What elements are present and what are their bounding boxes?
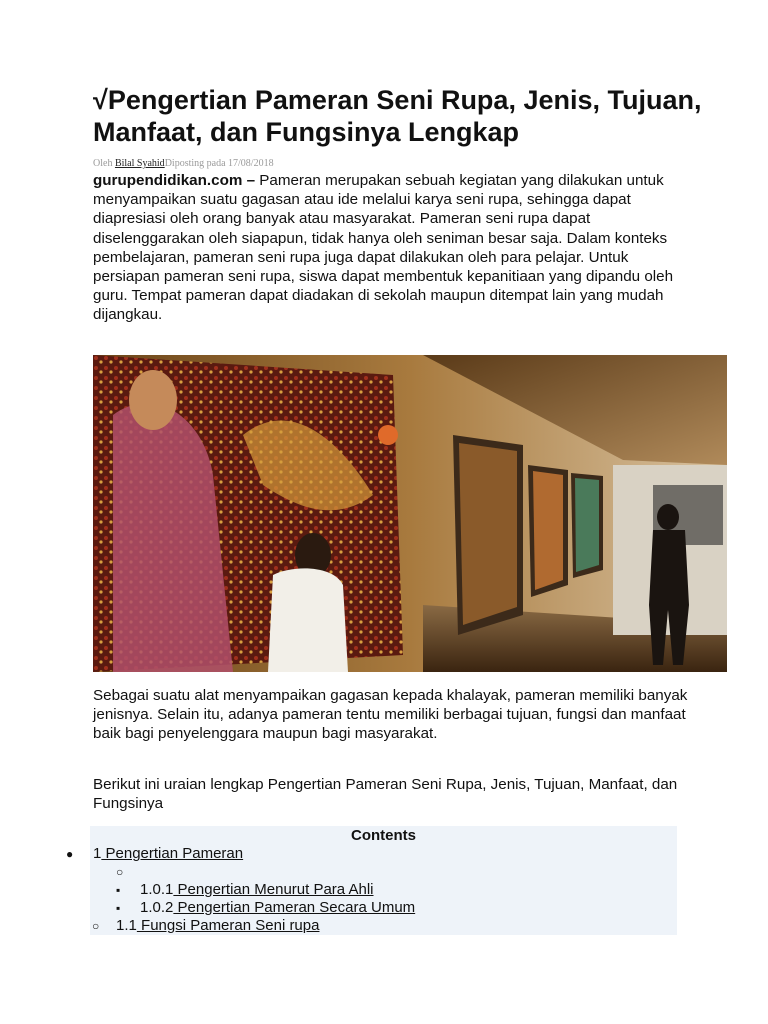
author-link[interactable]: Bilal Syahid <box>114 158 165 169</box>
toc-link-pengertian-pameran[interactable]: Pengertian Pameran <box>101 845 244 862</box>
toc-item[interactable] <box>140 881 374 899</box>
toc-link-fungsi-pameran[interactable]: Fungsi Pameran Seni rupa <box>136 917 320 934</box>
toc-number: 1.0.2 <box>140 899 174 916</box>
hero-image <box>93 355 727 672</box>
paragraph-jenis: Sebagai suatu alat menyampaikan gagasan kepada khalayak, pameran memiliki banyak jenisnya. Selain itu, adanya pameran tentu memiliki berbagai tujuan, fungsi dan manfaat baik bagi penyelenggara maupun bagi masyarakat. <box>93 687 688 743</box>
toc-number: 1.0.1 <box>140 881 174 898</box>
paragraph-uraian: Berikut ini uraian lengkap Pengertian Pameran Seni Rupa, Jenis, Tujuan, Manfaat, dan Fungsinya <box>93 776 678 813</box>
posted-date: Diposting pada 17/08/2018 <box>164 158 274 169</box>
article-byline <box>93 157 733 171</box>
intro-source: gurupendidikan.com – <box>93 172 256 189</box>
toc-link-menurut-ahli[interactable]: Pengertian Menurut Para Ahli <box>173 881 374 898</box>
bullet-disc-icon: ● <box>66 847 74 861</box>
toc-number: 1.1 <box>116 917 137 934</box>
table-of-contents <box>66 826 677 935</box>
toc-item[interactable] <box>116 917 319 935</box>
toc-item[interactable] <box>140 899 415 917</box>
toc-link-secara-umum[interactable]: Pengertian Pameran Secara Umum <box>173 899 416 916</box>
bullet-square-icon: ▪ <box>116 883 121 897</box>
bullet-circle-icon: ○ <box>92 919 100 933</box>
toc-number: 1 <box>93 845 102 862</box>
toc-title: Contents <box>351 827 416 844</box>
byline-prefix: Oleh <box>93 158 115 169</box>
bullet-circle-icon: ○ <box>116 865 124 879</box>
toc-item[interactable] <box>93 845 243 863</box>
intro-text: Pameran merupakan sebuah kegiatan yang dilakukan untuk menyampaikan suatu gagasan atau ide melalui karya seni rupa, sehingga dapat diapresiasi oleh orang banyak atau masyarakat. Pameran seni rupa dapat diselenggarakan oleh siapapun, tidak hanya oleh seniman besar saja. Dalam konteks pembelajaran, pameran seni rupa juga dapat dilakukan oleh para pelajar. Untuk persiapan pameran seni rupa, siswa dapat membentuk kepanitiaan yang dipandu oleh guru. Tempat pameran dapat diadakan di sekolah maupun ditempat lain yang mudah dijangkau. <box>93 172 674 324</box>
intro-paragraph <box>93 171 693 325</box>
bullet-square-icon: ▪ <box>116 901 121 915</box>
article-title: √Pengertian Pameran Seni Rupa, Jenis, Tujuan, Manfaat, dan Fungsinya Lengkap <box>93 85 702 147</box>
